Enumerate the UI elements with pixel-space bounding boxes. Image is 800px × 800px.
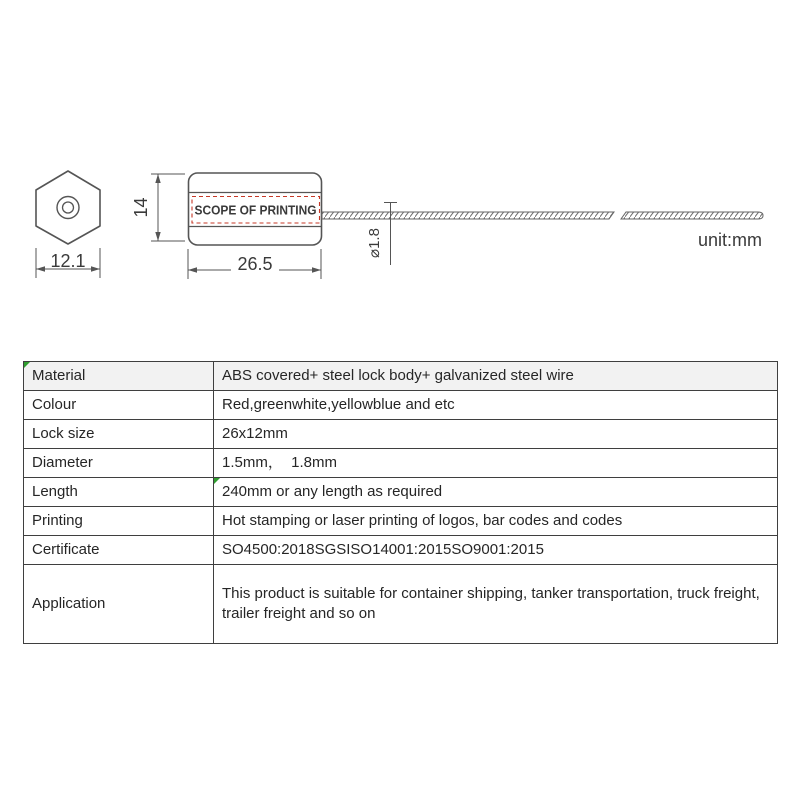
table-row [24, 362, 778, 391]
row-value: 240mm or any length as required [222, 482, 443, 500]
seal-front-view [36, 171, 100, 244]
spec-label-certificate: Certificate [24, 536, 214, 565]
spec-value-length [214, 478, 778, 507]
spec-label-diameter: Diameter [24, 449, 214, 478]
spec-label-length: Length [24, 478, 214, 507]
spec-label-application: Application [24, 565, 214, 644]
dim-body-height [131, 174, 185, 241]
table-row [24, 449, 778, 478]
table-row [24, 478, 778, 507]
spec-value-diameter: 1.5mm， 1.8mm [214, 449, 778, 478]
body-height-label: 14 [131, 197, 151, 218]
spec-value-application: This product is suitable for container shipping, tanker transportation, truck freight, trailer freight and so on [214, 565, 778, 644]
dim-hex-width [36, 248, 100, 278]
table-row [24, 391, 778, 420]
spec-value-colour: Red,greenwhite,yellowblue and etc [214, 391, 778, 420]
wire-diameter-label: ⌀1.8 [366, 228, 383, 258]
dim-body-length [188, 249, 321, 279]
unit-label: unit:mm [697, 230, 763, 250]
hexagon-head [36, 171, 100, 244]
table-row [24, 536, 778, 565]
spec-label-material [24, 362, 214, 391]
seal-technical-drawing [0, 0, 800, 330]
spec-value-printing: Hot stamping or laser printing of logos, bar codes and codes [214, 507, 778, 536]
body-length-label: 26.5 [237, 254, 273, 274]
table-row [24, 565, 778, 644]
spec-label-printing: Printing [24, 507, 214, 536]
row-label: Material [32, 366, 86, 384]
seal-side-view [189, 173, 322, 245]
spec-value-lock-size: 26x12mm [214, 420, 778, 449]
spec-label-lock-size: Lock size [24, 420, 214, 449]
wire-segment-right [621, 212, 763, 219]
wire-segment-left [322, 212, 614, 219]
hex-width-label: 12.1 [50, 251, 86, 271]
spec-value-material: ABS covered+ steel lock body+ galvanized steel wire [214, 362, 778, 391]
table-row [24, 507, 778, 536]
cell-flag-triangle-icon [24, 362, 30, 368]
table-row [24, 420, 778, 449]
cell-flag-triangle-icon [214, 478, 220, 484]
spec-table [23, 361, 778, 644]
seal-wire [322, 212, 763, 219]
scope-of-printing-label: SCOPE OF PRINTING [194, 202, 317, 218]
spec-label-colour: Colour [24, 391, 214, 420]
spec-value-certificate: SO4500:2018SGSISO14001:2015SO9001:2015 [214, 536, 778, 565]
